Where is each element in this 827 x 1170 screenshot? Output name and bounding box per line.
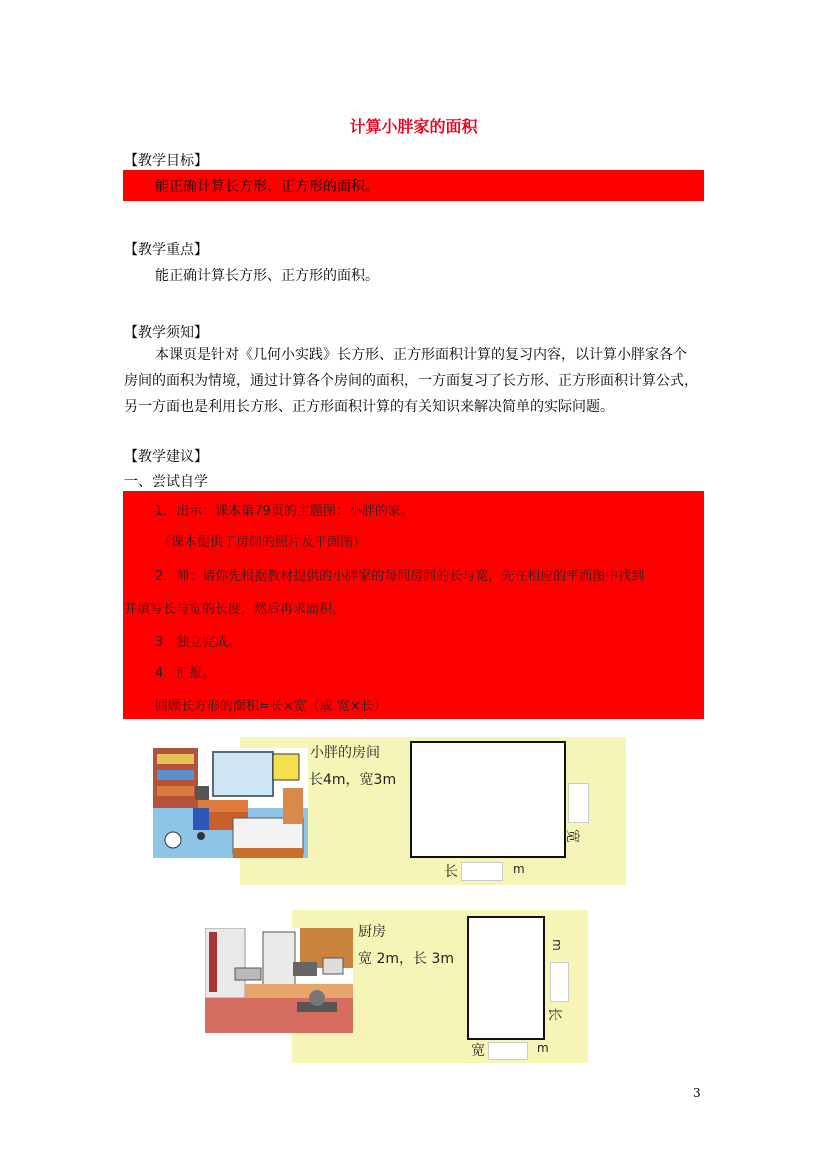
kitchen-name: 厨房	[358, 924, 386, 940]
bedroom-bottom-label: 长	[444, 864, 458, 880]
part1-heading: 一、尝试自学	[124, 474, 208, 490]
step-line: （课本提供了房间的照片及平面图）	[158, 535, 367, 550]
step-line: 1．出示：课本第79页的主题图：小胖的家。	[155, 504, 414, 519]
document-title: 计算小胖家的面积	[349, 117, 478, 136]
page-number: 3	[693, 1086, 701, 1100]
bedroom-dims: 长4m，宽3m	[309, 772, 397, 788]
bedroom-plan-rect	[410, 741, 566, 858]
notes-paragraph	[124, 342, 704, 420]
key-text: 能正确计算长方形、正方形的面积。	[155, 268, 379, 284]
bedroom-bottom-unit: m	[513, 862, 525, 876]
step-line: 4．汇报。	[155, 666, 216, 681]
notes-heading: 【教学须知】	[124, 325, 208, 341]
notes-line: 另一方面也是利用长方形、正方形面积计算的有关知识来解决简单的实际问题。	[124, 399, 614, 415]
bedroom-side-label: 宽	[564, 829, 580, 843]
step-line: 3．独立完成。	[155, 635, 242, 650]
bedroom-width-blank[interactable]	[568, 783, 589, 823]
notes-line: 本课页是针对《几何小实践》长方形、正方形面积计算的复习内容，以计算小胖家各个	[155, 347, 687, 363]
goal-text: 能正确计算长方形、正方形的面积。	[155, 179, 379, 195]
kitchen-side-unit: m	[549, 939, 564, 951]
bedroom-length-blank[interactable]	[461, 862, 503, 881]
advice-heading: 【教学建议】	[124, 449, 208, 465]
kitchen-bottom-label: 宽	[471, 1043, 485, 1059]
step-line: 回顾长方形的面积=长×宽（或 宽×长）	[155, 699, 387, 714]
goal-highlight	[123, 170, 704, 201]
step-line: 2．师：请你先根据教材提供的小胖家的每间房间的长与宽，先在相应的平面图中找到	[155, 569, 645, 584]
goal-heading: 【教学目标】	[124, 153, 208, 169]
notes-line: 房间的面积为情境，通过计算各个房间的面积，一方面复习了长方形、正方形面积计算公式，	[124, 373, 698, 389]
bedroom-name: 小胖的房间	[310, 745, 380, 761]
kitchen-plan-rect	[467, 916, 545, 1040]
bedroom-illustration	[153, 748, 308, 858]
kitchen-illustration	[205, 928, 353, 1033]
kitchen-bottom-unit: m	[537, 1041, 549, 1055]
kitchen-dims: 宽 2m，长 3m	[358, 951, 454, 967]
key-heading: 【教学重点】	[124, 242, 208, 258]
step-line: 并填写长与宽的长度，然后再求面积。	[124, 602, 346, 617]
kitchen-width-blank[interactable]	[488, 1042, 528, 1060]
kitchen-side-label: 长	[546, 1007, 562, 1021]
kitchen-length-blank[interactable]	[550, 962, 569, 1002]
